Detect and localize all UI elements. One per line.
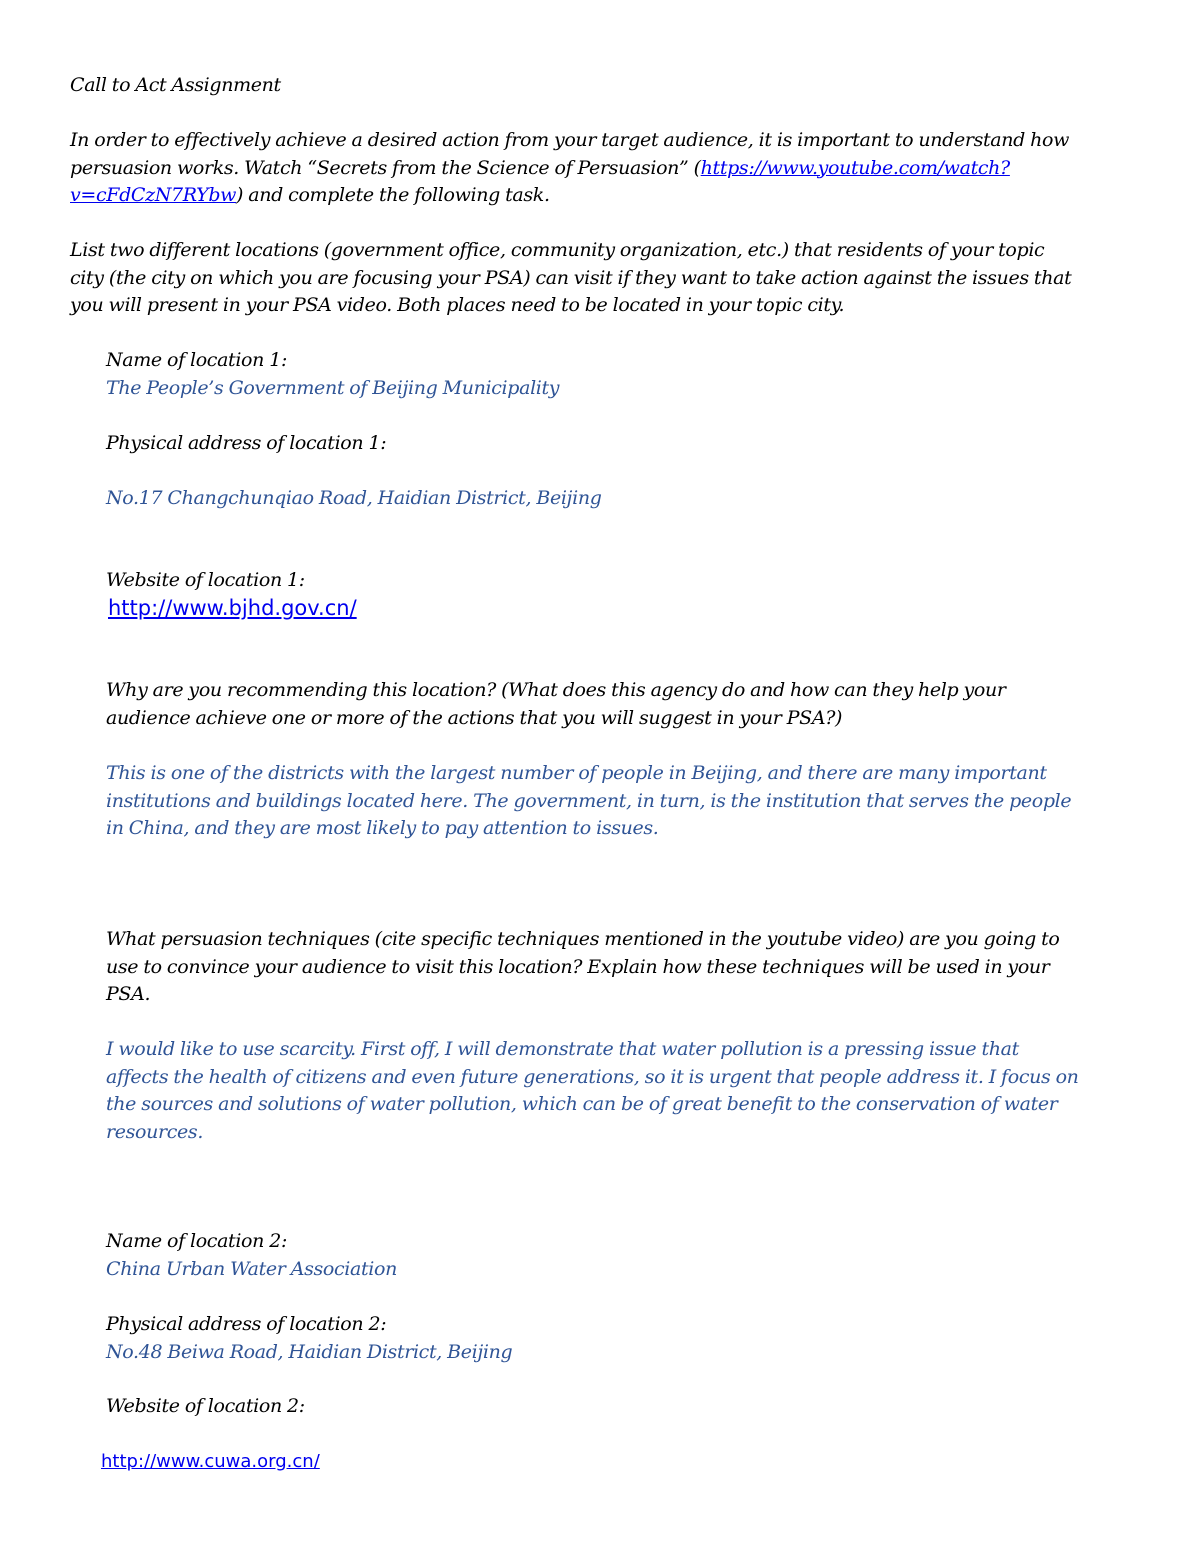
document-title	[70, 72, 281, 100]
intro-line-2-text: persuasion works. Watch “Secrets from the Science of Persuasion” (	[70, 156, 701, 179]
location-2-name-label: Name of location 2:	[106, 1230, 288, 1252]
techniques-question-line-1: What persuasion techniques (cite specific techniques mentioned in the youtube video) are you going to	[106, 928, 1060, 950]
techniques-answer	[106, 1036, 1079, 1146]
techniques-question-line-3: PSA.	[106, 983, 151, 1005]
intro-paragraph	[70, 127, 1069, 210]
why-question-line-2: audience achieve one or more of the actions that you will suggest in your PSA?)	[106, 706, 843, 729]
youtube-link-part-1[interactable]: https://www.youtube.com/watch?	[700, 156, 1010, 179]
location-1-address-answer	[106, 485, 602, 513]
instructions-paragraph	[70, 237, 1071, 320]
techniques-answer-line-1: I would like to use scarcity. First off, I will demonstrate that water pollution is a pressing issue that	[106, 1038, 1019, 1060]
location-1-website-section	[106, 567, 305, 595]
techniques-question-line-2: use to convince your audience to visit this location? Explain how these techniques will be used in your	[106, 955, 1050, 978]
location-1-why-question	[106, 677, 1006, 732]
instructions-line-1: List two different locations (government office, community organization, etc.) that residents of your topic	[70, 239, 1045, 261]
techniques-answer-line-3: the sources and solutions of water pollution, which can be of great benefit to the conservation of water	[106, 1093, 1058, 1115]
location-1-name-section	[106, 347, 559, 402]
location-1-address-label: Physical address of location 1:	[106, 432, 387, 454]
intro-line-2	[70, 155, 1069, 183]
youtube-link-part-2[interactable]: v=cFdCzN7RYbw	[70, 184, 237, 206]
title-text: Call to Act Assignment	[70, 74, 281, 96]
location-2-website-section	[106, 1393, 305, 1421]
intro-line-3-text: ) and complete the following task.	[236, 184, 550, 206]
location-1-address-section	[106, 430, 386, 458]
instructions-line-3: you will present in your PSA video. Both places need to be located in your topic city.	[70, 294, 845, 316]
techniques-question	[106, 926, 1060, 1009]
location-1-name-label: Name of location 1:	[106, 349, 288, 371]
techniques-answer-line-4: resources.	[106, 1120, 204, 1143]
techniques-answer-line-2: affects the health of citizens and even future generations, so it is urgent that people address it. I focus on	[106, 1065, 1079, 1088]
location-2-address-label: Physical address of location 2:	[106, 1313, 387, 1335]
location-1-website-link[interactable]: http://www.bjhd.gov.cn/	[108, 596, 357, 620]
intro-line-1: In order to effectively achieve a desired action from your target audience, it is important to understand how	[70, 129, 1070, 151]
why-answer-line-2: institutions and buildings located here. The government, in turn, is the institution that serves the people	[106, 789, 1072, 812]
location-1-website-label: Website of location 1:	[106, 569, 305, 591]
location-2-address-section	[106, 1311, 512, 1366]
why-question-line-1: Why are you recommending this location? (What does this agency do and how can they help your	[106, 679, 1006, 701]
why-answer-line-1: This is one of the districts with the largest number of people in Beijing, and there are many important	[106, 762, 1047, 784]
location-2-name-section	[106, 1228, 397, 1283]
location-1-address-value: No.17 Changchunqiao Road, Haidian District, Beijing	[106, 487, 602, 509]
location-2-name-value: China Urban Water Association	[106, 1257, 397, 1280]
why-answer-line-3: in China, and they are most likely to pay attention to issues.	[106, 817, 659, 839]
location-2-website-label: Website of location 2:	[106, 1395, 305, 1417]
location-1-why-answer	[106, 760, 1071, 843]
location-1-name-value: The People’s Government of Beijing Municipality	[106, 376, 560, 399]
intro-line-3	[70, 182, 1069, 210]
instructions-line-2: city (the city on which you are focusing your PSA) can visit if they want to take action against the issues that	[70, 266, 1072, 289]
location-2-website-link[interactable]: http://www.cuwa.org.cn/	[101, 1451, 320, 1472]
location-2-address-value: No.48 Beiwa Road, Haidian District, Beijing	[106, 1340, 513, 1363]
